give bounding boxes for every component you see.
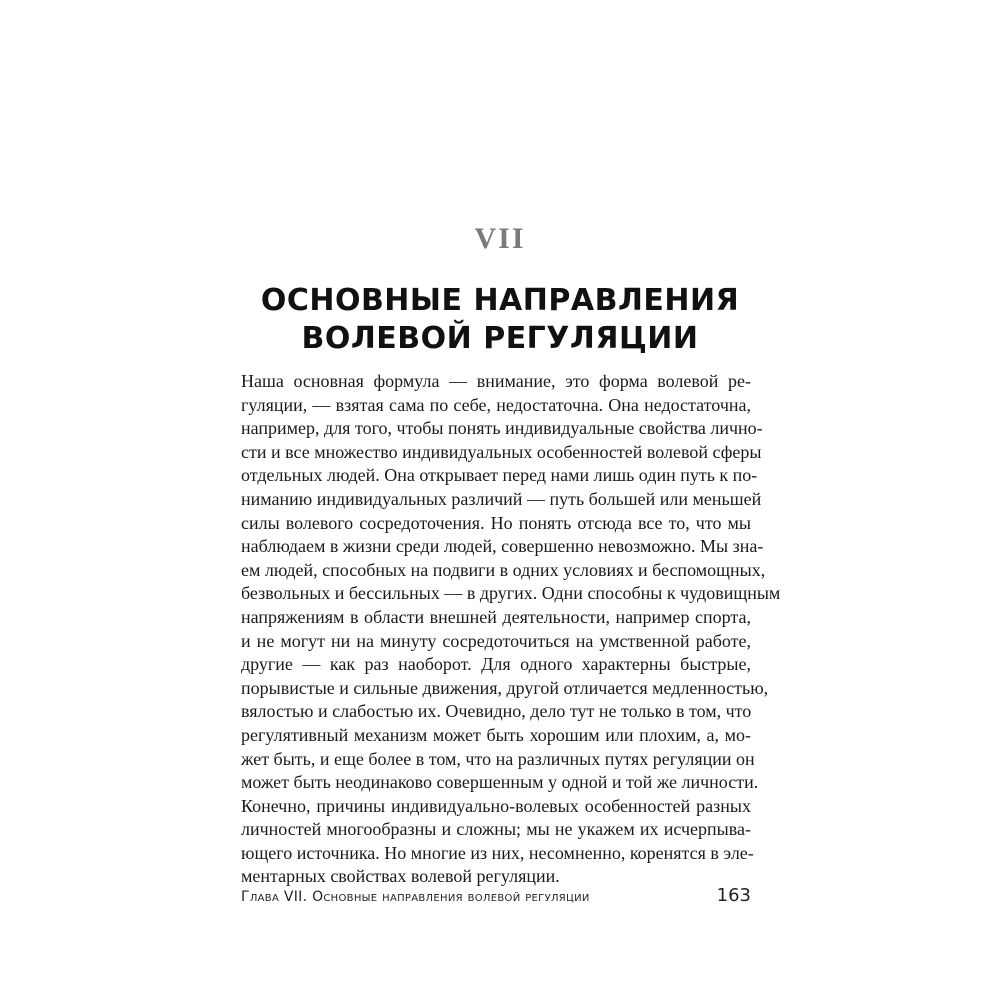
body-paragraph xyxy=(241,370,781,889)
text-line: напряжениям в области внешней деятельности, например спорта, xyxy=(241,606,751,627)
text-line: сти и все множество индивидуальных особенностей волевой сферы xyxy=(241,441,762,462)
text-line: ющего источника. Но многие из них, несомненно, коренятся в эле- xyxy=(241,842,754,863)
text-line: отдельных людей. Она открывает перед нами лишь один путь к по- xyxy=(241,465,758,486)
text-line: наблюдаем в жизни среди людей, совершенно невозможно. Мы зна- xyxy=(241,536,764,557)
text-line: и не могут ни на минуту сосредоточиться на умственной работе, xyxy=(241,630,751,651)
text-line: может быть неодинаково совершенным у одной и той же личности. xyxy=(241,772,759,793)
page-number: 163 xyxy=(716,885,751,906)
text-line: порывистые и сильные движения, другой отличается медленностью, xyxy=(241,677,769,698)
text-line: гуляции, — взятая сама по себе, недостаточна. Она недостаточна, xyxy=(241,394,751,415)
chapter-title-line-1: ОСНОВНЫЕ НАПРАВЛЕНИЯ xyxy=(260,283,740,318)
chapter-title-line-2: ВОЛЕВОЙ РЕГУЛЯЦИИ xyxy=(301,321,699,356)
text-line: например, для того, чтобы понять индивидуальные свойства лично- xyxy=(241,418,763,439)
running-head: Глава VII. Основные направления волевой регуляции xyxy=(241,889,590,905)
text-line: силы волевого сосредоточения. Но понять отсюда все то, что мы xyxy=(241,512,751,533)
text-line: вялостью и слабостью их. Очевидно, дело тут не только в том, что xyxy=(241,701,752,722)
text-line: ниманию индивидуальных различий — путь большей или меньшей xyxy=(241,488,762,509)
text-line: регулятивный механизм может быть хорошим или плохим, а, мо- xyxy=(241,724,751,745)
text-line: другие — как раз наоборот. Для одного характерны быстрые, xyxy=(241,654,751,675)
page-footer xyxy=(241,885,751,909)
text-line: Наша основная формула — внимание, это форма волевой ре- xyxy=(241,371,751,391)
text-line: безвольных и бессильных — в других. Одни способны к чудовищным xyxy=(241,583,781,604)
text-line-last: ментарных свойствах волевой регуляции. xyxy=(241,866,560,887)
chapter-number: VII xyxy=(474,222,526,255)
chapter-title xyxy=(0,282,1000,358)
text-line: личностей многообразны и сложны; мы не укажем их исчерпыва- xyxy=(241,819,751,840)
text-line: жет быть, и еще более в том, что на различных путях регуляции он xyxy=(241,748,755,769)
text-line: Конечно, причины индивидуально-волевых особенностей разных xyxy=(241,795,751,816)
text-line: ем людей, способных на подвиги в одних условиях и беспомощных, xyxy=(241,559,766,580)
